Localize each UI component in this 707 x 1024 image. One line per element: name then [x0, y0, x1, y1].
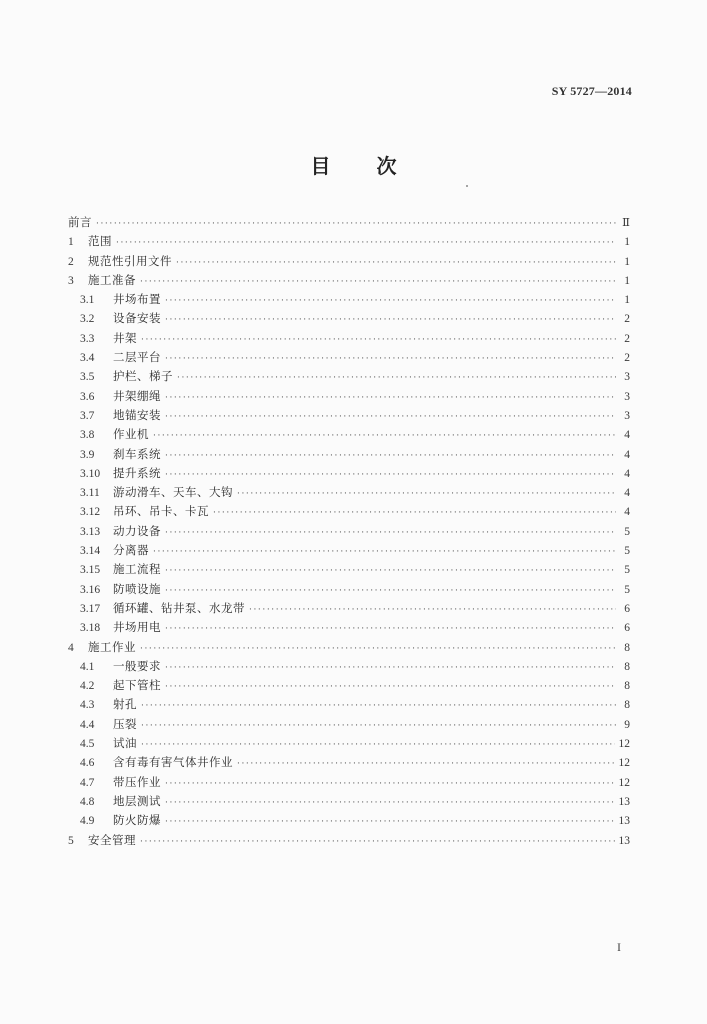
toc-entry-number: 4 — [68, 641, 74, 654]
toc-entry-page: 4 — [624, 448, 630, 461]
toc-entry-title: 施工准备 — [88, 272, 136, 287]
toc-entry[interactable] — [68, 252, 630, 271]
toc-leader-dots — [165, 311, 616, 330]
toc-entry[interactable] — [68, 213, 630, 232]
toc-subentry[interactable] — [68, 811, 630, 830]
table-of-contents — [68, 213, 630, 850]
toc-entry-page: 8 — [624, 660, 630, 673]
toc-entry-title: 吊环、吊卡、卡瓦 — [113, 504, 209, 519]
toc-leader-dots — [165, 678, 616, 697]
toc-leader-dots — [165, 389, 616, 408]
toc-entry-number: 4.5 — [80, 738, 95, 751]
toc-entry-title: 施工流程 — [113, 562, 161, 577]
toc-entry-number: 2 — [68, 255, 74, 268]
toc-entry-number: 3.3 — [80, 332, 95, 345]
toc-entry-title: 提升系统 — [113, 465, 161, 480]
toc-entry-number: 5 — [68, 834, 74, 847]
page-title-part2: 次 — [376, 154, 397, 178]
toc-subentry[interactable] — [68, 522, 630, 541]
toc-leader-dots — [153, 427, 616, 446]
toc-entry-page: 9 — [624, 718, 630, 731]
toc-entry-number: 1 — [68, 236, 74, 249]
toc-entry-page: Ⅱ — [622, 217, 630, 229]
toc-leader-dots — [165, 562, 616, 581]
toc-leader-dots — [96, 215, 616, 234]
toc-entry-page: 3 — [624, 409, 630, 422]
toc-entry-number: 3.17 — [80, 602, 101, 615]
page-number: I — [617, 940, 621, 954]
toc-entry-page: 13 — [618, 795, 630, 808]
toc-leader-dots — [165, 447, 616, 466]
toc-entry-page: 8 — [624, 680, 630, 693]
toc-entry-number: 3.5 — [80, 371, 95, 384]
toc-leader-dots — [237, 485, 616, 504]
toc-entry-title: 循环罐、钻井泵、水龙带 — [113, 600, 245, 615]
toc-leader-dots — [177, 369, 616, 388]
toc-entry-page: 2 — [624, 352, 630, 365]
toc-entry-page: 4 — [624, 487, 630, 500]
toc-entry-page: 5 — [624, 545, 630, 558]
toc-subentry[interactable] — [68, 773, 630, 792]
toc-leader-dots — [165, 620, 616, 639]
toc-entry-page: 3 — [624, 390, 630, 403]
toc-subentry[interactable] — [68, 734, 630, 753]
toc-entry[interactable] — [68, 271, 630, 290]
toc-entry-page: 1 — [624, 274, 630, 287]
toc-subentry[interactable] — [68, 348, 630, 367]
toc-entry-title: 护栏、梯子 — [113, 369, 173, 384]
toc-entry-title: 防火防爆 — [113, 813, 161, 828]
page-title — [0, 150, 707, 179]
toc-leader-dots — [140, 273, 616, 292]
toc-entry[interactable] — [68, 638, 630, 657]
toc-entry-title: 防喷设施 — [113, 581, 161, 596]
toc-entry-number: 3.9 — [80, 448, 95, 461]
toc-entry-page: 5 — [624, 564, 630, 577]
toc-entry-title: 地层测试 — [113, 793, 161, 808]
toc-entry-page: 12 — [618, 776, 630, 789]
toc-entry-page: 5 — [624, 525, 630, 538]
toc-subentry[interactable] — [68, 425, 630, 444]
toc-subentry[interactable] — [68, 657, 630, 676]
toc-entry-number: 3.14 — [80, 545, 101, 558]
toc-entry-title: 起下管柱 — [113, 678, 161, 693]
toc-leader-dots — [176, 254, 616, 273]
toc-subentry[interactable] — [68, 580, 630, 599]
toc-entry-number: 3.12 — [80, 506, 101, 519]
toc-entry-title: 井架 — [113, 330, 137, 345]
toc-subentry[interactable] — [68, 445, 630, 464]
toc-leader-dots — [165, 659, 616, 678]
toc-entry-number: 3.15 — [80, 564, 101, 577]
toc-entry-title: 设备安装 — [113, 311, 161, 326]
toc-leader-dots — [165, 794, 615, 813]
toc-leader-dots — [213, 504, 616, 523]
toc-entry-page: 12 — [618, 738, 630, 751]
toc-entry-number: 4.8 — [80, 795, 95, 808]
toc-entry-page: 2 — [624, 313, 630, 326]
toc-entry-page: 5 — [624, 583, 630, 596]
toc-leader-dots — [140, 833, 615, 852]
toc-entry-number: 4.4 — [80, 718, 95, 731]
toc-entry-title: 一般要求 — [113, 658, 161, 673]
toc-entry-title: 试油 — [113, 736, 137, 751]
toc-entry-title: 安全管理 — [88, 832, 136, 847]
toc-subentry[interactable] — [68, 676, 630, 695]
toc-entry-title: 井场布置 — [113, 292, 161, 307]
toc-subentry[interactable] — [68, 541, 630, 560]
toc-leader-dots — [237, 755, 615, 774]
toc-leader-dots — [165, 408, 616, 427]
toc-leader-dots — [165, 524, 616, 543]
toc-entry-number: 3.10 — [80, 467, 101, 480]
toc-subentry[interactable] — [68, 502, 630, 521]
toc-entry-page: 13 — [618, 815, 630, 828]
toc-leader-dots — [116, 234, 616, 253]
toc-subentry[interactable] — [68, 599, 630, 618]
toc-entry-page: 1 — [624, 236, 630, 249]
toc-subentry[interactable] — [68, 406, 630, 425]
toc-entry-title: 刹车系统 — [113, 446, 161, 461]
toc-entry-number: 4.3 — [80, 699, 95, 712]
toc-entry-page: 13 — [618, 834, 630, 847]
toc-entry-number: 4.1 — [80, 660, 95, 673]
toc-subentry[interactable] — [68, 695, 630, 714]
toc-entry-number: 4.7 — [80, 776, 95, 789]
toc-entry-page: 2 — [624, 332, 630, 345]
toc-subentry[interactable] — [68, 792, 630, 811]
toc-entry-page: 4 — [624, 429, 630, 442]
toc-entry-number: 3.2 — [80, 313, 95, 326]
toc-entry-page: 8 — [624, 699, 630, 712]
document-code: SY 5727—2014 — [551, 84, 632, 98]
toc-entry-number: 3.16 — [80, 583, 101, 596]
page-title-part1: 目 — [310, 154, 331, 178]
toc-leader-dots — [165, 350, 616, 369]
toc-entry-title: 带压作业 — [113, 774, 161, 789]
toc-subentry[interactable] — [68, 367, 630, 386]
toc-entry-number: 4.2 — [80, 680, 95, 693]
toc-entry-number: 3.1 — [80, 294, 95, 307]
toc-leader-dots — [249, 601, 616, 620]
toc-entry-page: 3 — [624, 371, 630, 384]
toc-subentry[interactable] — [68, 618, 630, 637]
toc-subentry[interactable] — [68, 290, 630, 309]
toc-entry-number: 3 — [68, 274, 74, 287]
toc-entry-page: 8 — [624, 641, 630, 654]
toc-entry-number: 3.6 — [80, 390, 95, 403]
toc-leader-dots — [165, 292, 616, 311]
toc-entry-title: 地锚安装 — [113, 407, 161, 422]
toc-subentry[interactable] — [68, 483, 630, 502]
toc-leader-dots — [153, 543, 616, 562]
toc-leader-dots — [141, 697, 616, 716]
toc-entry-page: 4 — [624, 506, 630, 519]
toc-entry-title: 作业机 — [113, 427, 149, 442]
toc-entry-page: 1 — [624, 255, 630, 268]
toc-entry-title: 井场用电 — [113, 620, 161, 635]
toc-entry-page: 12 — [618, 757, 630, 770]
toc-subentry[interactable] — [68, 560, 630, 579]
toc-entry[interactable] — [68, 831, 630, 850]
toc-entry-title: 射孔 — [113, 697, 137, 712]
toc-entry-title: 压裂 — [113, 716, 137, 731]
toc-leader-dots — [141, 717, 616, 736]
toc-entry-title: 井架绷绳 — [113, 388, 161, 403]
toc-entry-number: 3.4 — [80, 352, 95, 365]
toc-entry-title: 含有毒有害气体井作业 — [113, 755, 233, 770]
toc-leader-dots — [165, 775, 615, 794]
toc-subentry[interactable] — [68, 329, 630, 348]
toc-entry-number: 4.9 — [80, 815, 95, 828]
toc-entry-title: 范围 — [88, 234, 112, 249]
toc-entry-page: 6 — [624, 622, 630, 635]
toc-subentry[interactable] — [68, 309, 630, 328]
toc-entry-number: 3.8 — [80, 429, 95, 442]
toc-entry-title: 施工作业 — [88, 639, 136, 654]
toc-subentry[interactable] — [68, 387, 630, 406]
toc-entry-page: 6 — [624, 602, 630, 615]
toc-entry-title: 分离器 — [113, 543, 149, 558]
toc-entry-number: 4.6 — [80, 757, 95, 770]
toc-subentry[interactable] — [68, 464, 630, 483]
toc-entry-number: 3.18 — [80, 622, 101, 635]
toc-entry-title: 动力设备 — [113, 523, 161, 538]
toc-entry-title: 二层平台 — [113, 350, 161, 365]
toc-entry-number: 3.13 — [80, 525, 101, 538]
toc-leader-dots — [140, 640, 616, 659]
toc-subentry[interactable] — [68, 753, 630, 772]
toc-entry-title: 规范性引用文件 — [88, 253, 172, 268]
toc-subentry[interactable] — [68, 715, 630, 734]
toc-entry-page: 1 — [624, 294, 630, 307]
toc-entry-title: 前言 — [68, 215, 92, 229]
toc-entry-number: 3.7 — [80, 409, 95, 422]
toc-entry[interactable] — [68, 232, 630, 251]
toc-leader-dots — [165, 813, 615, 832]
scan-speck — [466, 185, 468, 187]
toc-entry-number: 3.11 — [80, 487, 100, 500]
toc-leader-dots — [141, 331, 616, 350]
toc-entry-title: 游动滑车、天车、大钩 — [113, 485, 233, 500]
toc-entry-page: 4 — [624, 467, 630, 480]
